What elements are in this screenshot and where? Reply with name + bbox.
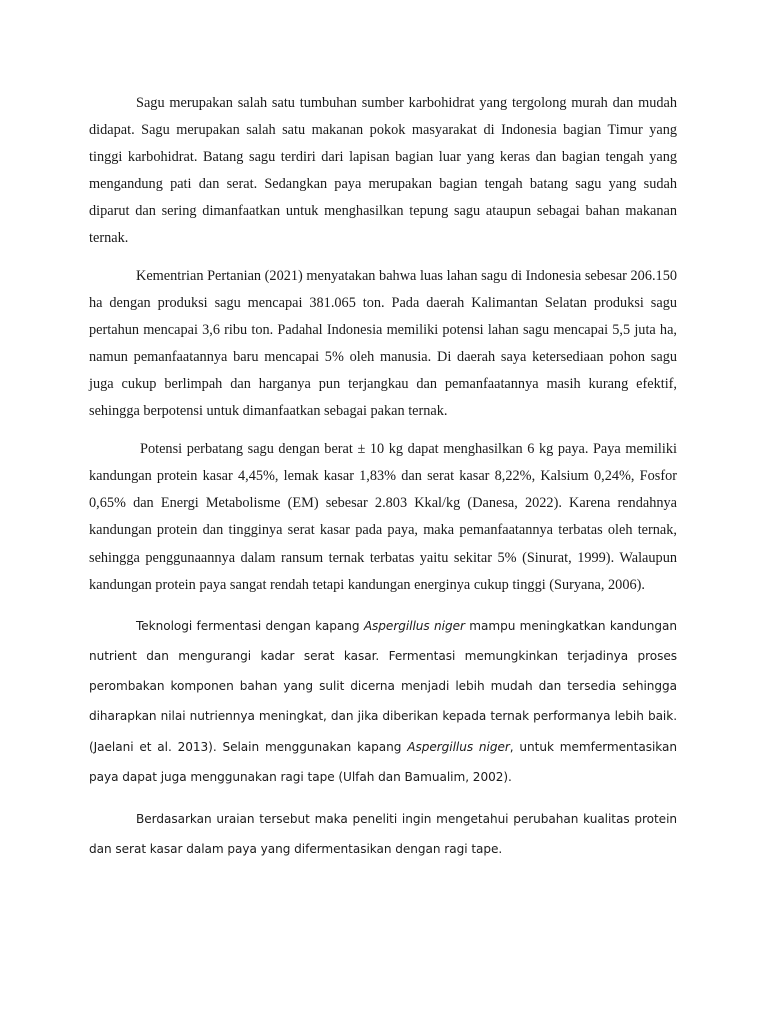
fermentasi-text-3: , untuk memfermentasikan paya dapat juga menggunakan ragi tape (Ulfah dan Bamualim, 2002).	[89, 739, 677, 784]
fermentasi-text-2: mampu meningkatkan kandungan nutrient dan mengurangi kadar serat kasar. Fermentasi memungkinkan terjadinya proses perombakan komponen bahan yang sulit dicerna menjadi lebih mudah dan tersedia sehingga diharapkan nilai nutriennya meningkat, dan jika diberikan kepada ternak performanya lebih baik. (Jaelani et al. 2013). Selain menggunakan kapang	[89, 618, 677, 754]
paragraph-potensi-paya-text: Potensi perbatang sagu dengan berat ± 10 kg dapat menghasilkan 6 kg paya. Paya memiliki kandungan protein kasar 4,45%, lemak kasar 1,83% dan serat kasar 8,22%, Kalsium 0,24%, Fosfor 0,65% dan Energi Metabolisme (EM) sebesar 2.803 Kkal/kg (Danesa, 2022). Karena rendahnya kandungan protein dan tingginya serat kasar pada paya, maka pemanfaatannya terbatas oleh ternak, sehingga penggunaannya dalam ransum ternak terbatas yaitu sekitar 5% (Sinurat, 1999). Walaupun kandungan protein paya sangat rendah tetapi kandungan energinya cukup tinggi (Suryana, 2006).	[89, 441, 677, 593]
species-name-2: Aspergillus niger	[407, 739, 510, 754]
paragraph-kementrian-pertanian: Kementrian Pertanian (2021) menyatakan bahwa luas lahan sagu di Indonesia sebesar 206.150 ha dengan produksi sagu mencapai 381.065 ton. Pada daerah Kalimantan Selatan produksi sagu pertahun mencapai 3,6 ribu ton. Padahal Indonesia memiliki potensi lahan sagu mencapai 5,5 juta ha, namun pemanfaatannya baru mencapai 5% oleh manusia. Di daerah saya ketersediaan pohon sagu juga cukup berlimpah dan harganya pun terjangkau dan pemanfaatannya masih kurang efektif, sehingga berpotensi untuk dimanfaatkan sebagai pakan ternak.	[89, 267, 677, 420]
paragraph-teknologi-fermentasi	[89, 611, 677, 792]
paragraph-tujuan-penelitian: Berdasarkan uraian tersebut maka peneliti ingin mengetahui perubahan kualitas protein dan serat kasar dalam paya yang difermentasikan dengan ragi tape.	[89, 811, 677, 857]
paragraph-sagu-intro: Sagu merupakan salah satu tumbuhan sumber karbohidrat yang tergolong murah dan mudah didapat. Sagu merupakan salah satu makanan pokok masyarakat di Indonesia bagian Timur yang tinggi karbohidrat. Batang sagu terdiri dari lapisan bagian luar yang keras dan bagian tengah yang mengandung pati dan serat. Sedangkan paya merupakan bagian tengah batang sagu yang sudah diparut dan sering dimanfaatkan untuk menghasilkan tepung sagu ataupun sebagai bahan makanan ternak.	[89, 95, 677, 247]
fermentasi-text-1: Teknologi fermentasi dengan kapang	[136, 618, 364, 633]
paragraph-potensi-paya	[89, 436, 677, 599]
document-page	[89, 90, 677, 864]
species-name-1: Aspergillus niger	[363, 618, 465, 633]
